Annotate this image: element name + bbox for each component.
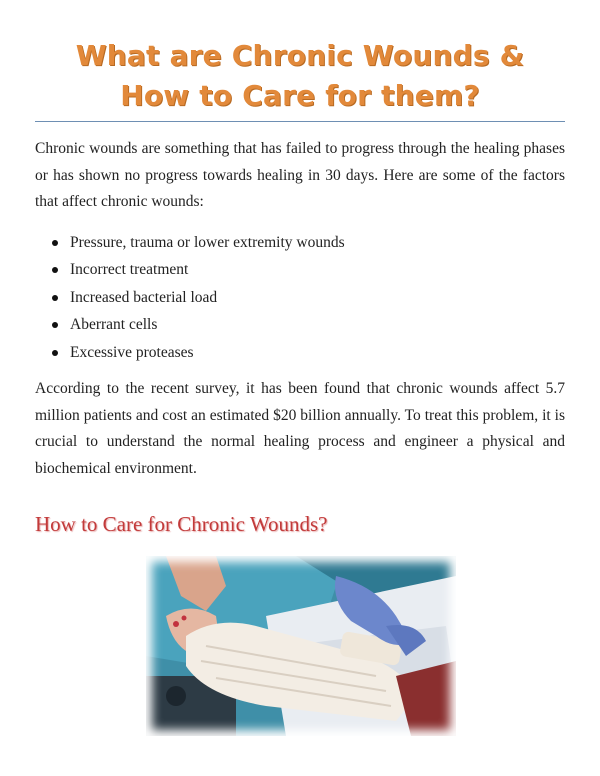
title-line-2: How to Care for them? bbox=[120, 79, 480, 112]
list-item-text: Excessive proteases bbox=[70, 343, 194, 361]
section-heading: How to Care for Chronic Wounds? bbox=[35, 512, 328, 536]
list-item bbox=[35, 229, 565, 256]
list-item bbox=[35, 256, 565, 283]
title-line-1: What are Chronic Wounds & bbox=[75, 39, 525, 72]
list-item bbox=[35, 311, 565, 338]
bullet-icon bbox=[52, 350, 58, 356]
photo-illustration bbox=[146, 556, 456, 736]
list-item-text: Pressure, trauma or lower extremity wounds bbox=[70, 234, 345, 251]
title-divider bbox=[35, 121, 565, 122]
list-item bbox=[35, 339, 565, 366]
list-item-text: Increased bacterial load bbox=[70, 288, 218, 306]
intro-paragraph: Chronic wounds are something that has failed to progress through the healing phases or has shown no progress towards healing in 30 days. Here are some of the factors that affect chronic wounds: bbox=[35, 140, 565, 210]
bullet-icon bbox=[52, 267, 58, 273]
survey-paragraph: According to the recent survey, it has been found that chronic wounds affect 5.7 million patients and cost an estimated $20 billion annually. To treat this problem, it is crucial to understand the normal healing process and engineer a physical and biochemical environment. bbox=[35, 380, 565, 477]
factors-list bbox=[35, 229, 565, 366]
list-item bbox=[35, 284, 565, 311]
page-title bbox=[0, 36, 600, 116]
bandaged-foot-photo bbox=[146, 556, 456, 736]
list-item-text: Incorrect treatment bbox=[70, 261, 189, 279]
bullet-icon bbox=[52, 322, 58, 328]
list-item-text: Aberrant cells bbox=[70, 316, 158, 334]
bullet-icon bbox=[52, 240, 58, 246]
bullet-icon bbox=[52, 295, 58, 301]
